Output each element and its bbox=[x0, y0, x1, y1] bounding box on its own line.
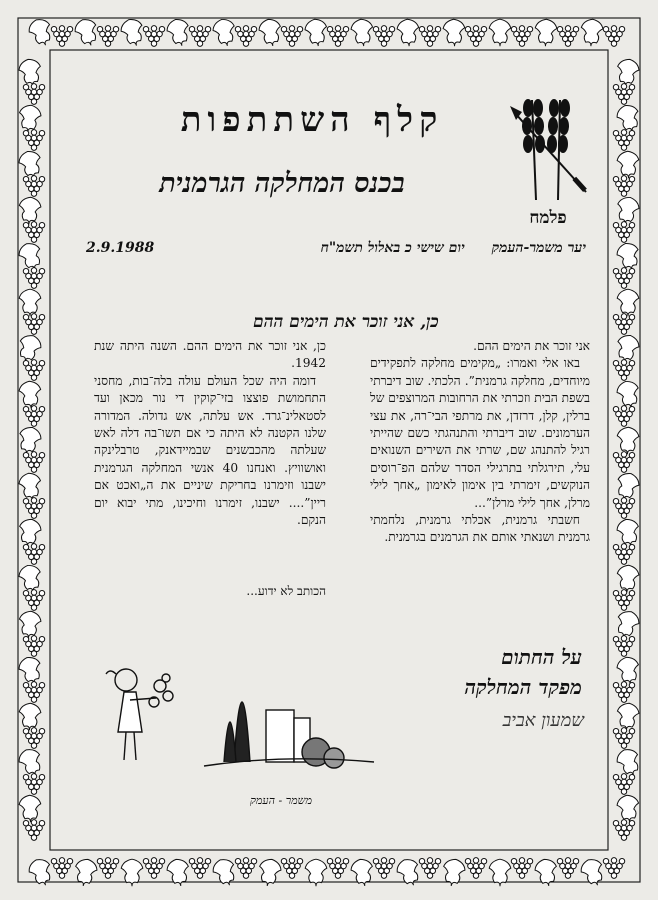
event-place: יער משמר-העמק bbox=[491, 240, 586, 256]
text-column-left bbox=[94, 338, 326, 529]
palmach-logo bbox=[502, 82, 594, 230]
certificate-title: קלף השתתפות bbox=[180, 100, 444, 140]
certificate-content bbox=[62, 62, 598, 822]
event-hebrew-date: יום שישי כ באלול תשמ"ח bbox=[320, 240, 465, 256]
poem-heading: כן, אני זוכר את הימים ההם bbox=[253, 312, 439, 332]
event-dateline bbox=[86, 240, 586, 257]
palmach-logo-text: פלמח bbox=[529, 208, 567, 228]
paragraph: כן, אני זוכר את הימים ההם. השנה היתה שנת 1942. bbox=[94, 339, 326, 371]
artist-caption: משמר - העמק bbox=[249, 794, 312, 807]
signoff-line: מפקד המחלקה bbox=[464, 675, 582, 699]
event-gregorian-date: 2.9.1988 bbox=[86, 240, 155, 256]
wheat-sword-icon bbox=[502, 82, 594, 212]
paragraph: דומה היה שכל העולם עולה בלה־בות, מחסני התחמושת פוצצו בזי־קוקין די נור מכאן ועד לסטאלינ־גרד. אש עלתה, אש גדולה. המדורה שלנו הקטנה לא היתה כי אם תשו־בה דלה לאש שעלתה מהכבשנים שבמיידאנק, טרבלינקה ואושוויץ. ואנחנו 40 אנשי המחלקה הגרמנית ישבנו וזימרנו בחריקת שיניים את ה„ואכט אם ריין”.... ישבנו, זימרנו וחיכינו, מתי יבוא יום הנקם. bbox=[94, 373, 326, 528]
paragraph: חשבתי גרמנית, אכלתי גרמנית, נלחמתי גרמנית ושנאתי אותם את הגרמנים בגרמנית. bbox=[370, 513, 590, 545]
handwritten-signature: שמעון אביב bbox=[502, 710, 584, 731]
certificate-subtitle: בכנס המחלקה הגרמנית bbox=[159, 168, 405, 199]
author-note: הכותב לא ידוע... bbox=[246, 584, 326, 598]
signoff-line: על החתום bbox=[501, 645, 582, 669]
signoff-block bbox=[392, 642, 582, 702]
paragraph: אני זוכר את הימים ההם. bbox=[473, 339, 590, 353]
girl-and-memorial-drawing bbox=[84, 642, 384, 812]
text-column-right bbox=[370, 338, 590, 547]
paragraph: באו אלי ואמרו: „מקימים מחלקה לתפקידים מיוחדים, מחלקה גרמנית”. הלכתי. שוב דיברתי בשפת הבית וזכרתי את הרחובות המרוצפים של ברלין, קלן, דרזדן, את מרתפי הבי־רה, את עצי הערמונים. שוב דיברתי והתנהגתי כשם שהייתי רגיל להתנהג שם, שרתי את השירים השנואים עלי, תירגלתי בתרגילי הסדר שלהם הפ־רוסים הנוקשים, זימרתי בין אימון לאימון „אחך לילי מרלן, אחך לילי מרלן”... bbox=[370, 356, 590, 510]
